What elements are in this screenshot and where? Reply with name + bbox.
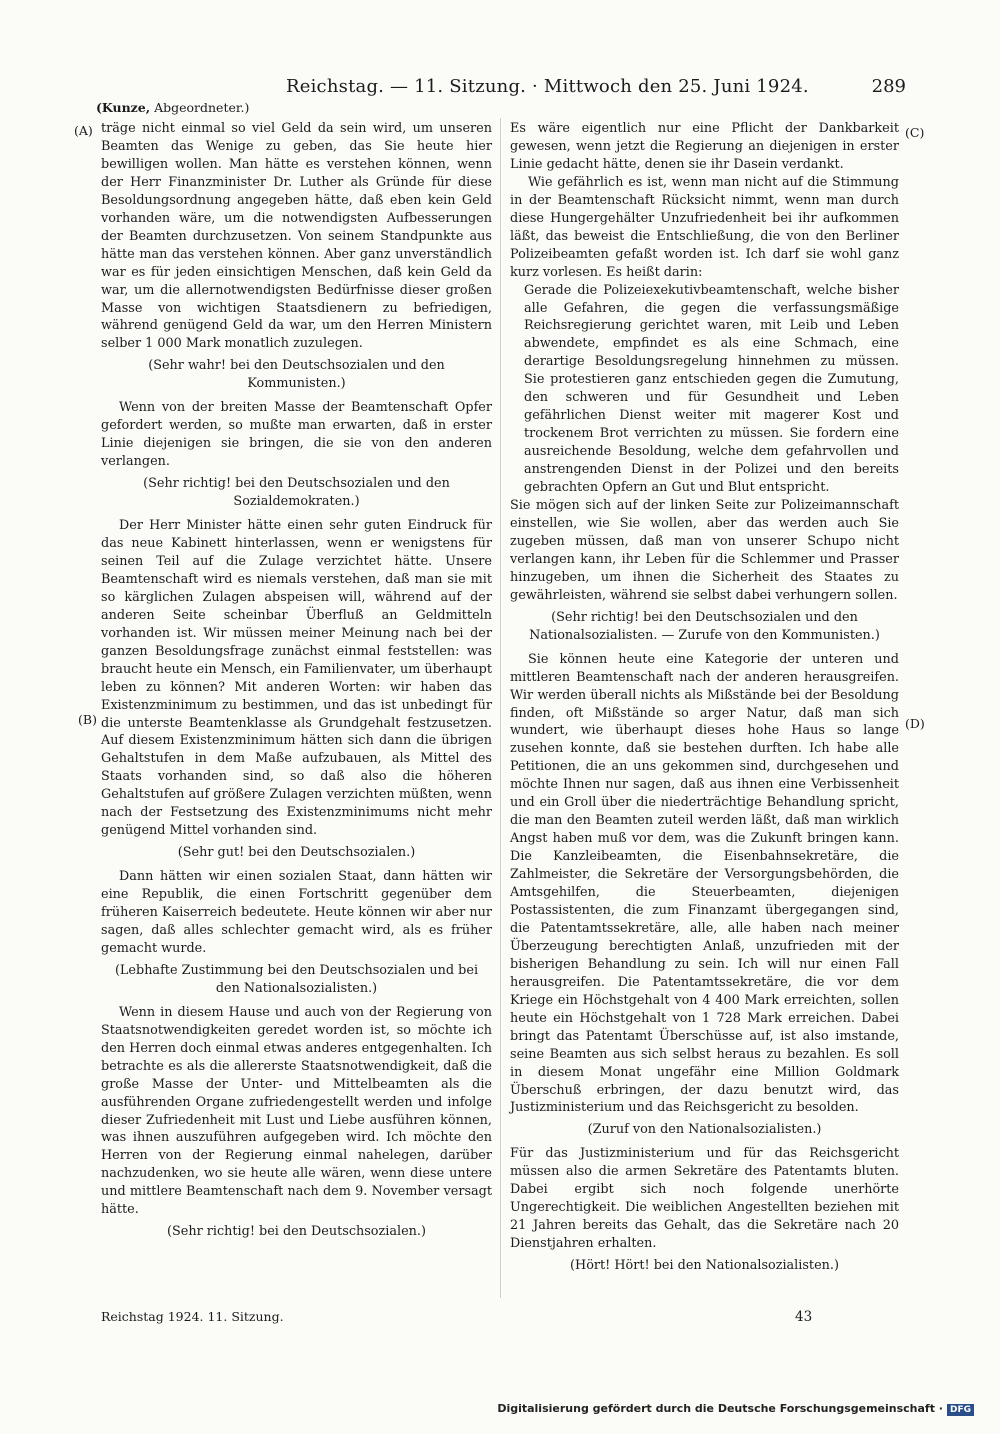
footer-sheet-number: 43	[795, 1309, 813, 1325]
paragraph: Sie können heute eine Kategorie der unteren und mittleren Beamtenschaft nach der anderen herausgreifen. Wir werden überall nichts als Mißstände bei der Besoldung finden, oft Mißstände so arger Natur, daß man sich wundert, wie überhaupt dieses hohe Haus so lange zusehen konnte, daß sie bestehen durften. Ich habe alle Petitionen, die an uns gekommen sind, durchgesehen und möchte Ihnen nur sagen, daß aus ihnen eine Verbissenheit und ein Groll über die niederträchtige Behandlung spricht, die man den Beamten zuteil werden läßt, daß man wirklich Angst haben muß vor dem, was die Zukunft bringen kann. Die Kanzleibeamten, die Eisenbahnsekretäre, die Zahlmeister, die Sekretäre der Versorgungsbehörden, die Amtsgehilfen, die Steuerbeamten, diejenigen Postassistenten, die zum Finanzamt übergegangen sind, die Patentamtssekretäre, alle, alle haben nach meiner Überzeugung berechtigten Anlaß, unzufrieden mit der bisherigen Behandlung zu sein. Ich will nur einen Fall herausgreifen. Die Patentamtssekretäre, die vor dem Kriege ein Höchstgehalt von 4 400 Mark erreichten, sollen heute ein Höchstgehalt von 1 728 Mark erreichen. Dabei bringt das Patentamt Überschüsse auf, ist also imstande, seine Beamten aus sich selbst heraus zu bezahlen. Es soll in diesem Monat ungefähr eine Million Goldmark Überschuß erbringen, der dazu benutzt wird, das Justizministerium und das Reichsgericht zu besolden.	[510, 651, 899, 1116]
interjection: (Sehr wahr! bei den Deutschsozialen und den Kommunisten.)	[148, 358, 445, 392]
paragraph: Dann hätten wir einen sozialen Staat, dann hätten wir eine Republik, die einen Fortschritt gegenüber dem früheren Kaiserreich bedeutete. Heute können wir aber nur sagen, daß alles schlechter gemacht wird, als es früher gemacht wurde.	[101, 869, 492, 956]
column-divider	[500, 118, 501, 1298]
page-number: 289	[871, 76, 906, 97]
paragraph: Wenn von der breiten Masse der Beamtenschaft Opfer gefordert werden, so mußte man erwarten, daß in erster Linie diejenigen sie bringen, die sie von den anderen verlangen.	[101, 400, 492, 470]
footer-session-reference: Reichstag 1924. 11. Sitzung.	[101, 1309, 284, 1324]
margin-marker-c: (C)	[905, 125, 925, 140]
quoted-resolution: Gerade die Polizeiexekutivbeamtenschaft, welche bisher alle Gefahren, die gegen die verfassungsmäßige Reichsregierung gerichtet waren, mit Leib und Leben abwendete, empfindet es als eine Schmach, eine derartige Besoldungsregelung hinnehmen zu müssen. Sie protestieren ganz entschieden gegen die Zumutung, den schweren und für Gesundheit und Leben gefährlichen Dienst weiter mit magerer Kost und trockenem Brot verrichten zu müssen. Sie fordern eine ausreichende Besoldung, welche dem gefahrvollen und anstrengenden Dienst in der Polizei und den bereits gebrachten Opfern an Gut und Blut entspricht.	[524, 282, 899, 496]
interjection: (Sehr richtig! bei den Deutschsozialen und den Sozialdemokraten.)	[143, 476, 450, 510]
paragraph: Der Herr Minister hätte einen sehr guten Eindruck für das neue Kabinett hinterlassen, wenn er wenigstens für seinen Teil auf die Zulage verzichtet hätte. Unsere Beamtenschaft wird es niemals verstehen, daß man sie mit so kärglichen Zulagen abspeisen will, während auf der anderen Seite scheinbar Überfluß an Geldmitteln vorhanden ist. Wir müssen meiner Meinung nach bei der ganzen Besoldungsfrage zunächst einmal feststellen: was braucht heute ein Mensch, ein Familienvater, um überhaupt leben zu können? Mit anderen Worten: wir haben das Existenzminimum zu bestimmen, und das ist unbedingt für die unterste Beamtenklasse als Grundgehalt festzusetzen. Auf diesem Existenzminimum hätten sich dann die übrigen Gehaltstufen in dem Maße aufzubauen, als Mittel des Staats vorhanden sind, so daß also die höheren Gehaltstufen auf größere Zulagen verzichten müßten, wenn nach der Festsetzung des Existenzminimums nicht mehr genügend Mittel vorhanden sind.	[101, 518, 492, 839]
paragraph: Wenn in diesem Hause und auch von der Regierung von Staatsnotwendigkeiten geredet worden ist, so möchte ich den Herren doch einmal etwas anderes entgegenhalten. Ich betrachte es als die allererste Staatsnotwendigkeit, daß die große Masse der Unter- und Mittelbeamten als die ausführenden Organe zufriedengestellt werden und infolge dieser Zufriedenheit mit Lust und Liebe ausführen können, was ihnen auszuführen aufgegeben wird. Ich möchte den Herren von der Regierung einmal nahelegen, darüber nachzudenken, wo sie heute alle wären, wenn diese untere und mittlere Beamtenschaft nach dem 9. November versagt hätte.	[101, 1004, 492, 1218]
right-column	[510, 120, 899, 1281]
left-column	[101, 120, 492, 1247]
margin-marker-a: (A)	[74, 123, 93, 138]
speaker-name: (Kunze,	[96, 100, 151, 115]
running-title: Reichstag. — 11. Sitzung. · Mittwoch den 25. Juni 1924.	[286, 76, 809, 97]
digitization-text: Digitalisierung gefördert durch die Deutsche Forschungsgemeinschaft ·	[497, 1402, 943, 1415]
paragraph: Für das Justizministerium und für das Reichsgericht müssen also die armen Sekretäre des Patentamts bluten. Dabei ergibt sich noch folgende unerhörte Ungerechtigkeit. Die weiblichen Angestellten beziehen mit 21 Jahren bereits das Gehalt, das die Sekretäre nach 20 Dienstjahren erhalten.	[510, 1146, 899, 1252]
interjection: (Sehr gut! bei den Deutschsozialen.)	[177, 845, 416, 861]
paragraph: Es wäre eigentlich nur eine Pflicht der Dankbarkeit gewesen, wenn jetzt die Regierung an diejenigen in erster Linie gedacht hätte, denen sie ihr Dasein verdankt.	[510, 121, 899, 172]
interjection: (Hört! Hört! bei den Nationalsozialisten.)	[570, 1258, 839, 1274]
dfg-logo: DFG	[947, 1404, 974, 1416]
interjection: (Lebhafte Zustimmung bei den Deutschsozialen und bei den Nationalsozialisten.)	[114, 962, 479, 996]
interjection: (Zuruf von den Nationalsozialisten.)	[587, 1122, 822, 1138]
margin-marker-b: (B)	[78, 712, 97, 727]
digitization-note	[497, 1402, 974, 1416]
paragraph: Wie gefährlich es ist, wenn man nicht auf die Stimmung in der Beamtenschaft Rücksicht nimmt, wenn man durch diese Hungergehälter Unzufriedenheit bei ihr aufkommen läßt, das beweist die Entschließung, die von den Berliner Polizeibeamten gefaßt worden ist. Ich darf sie wohl ganz kurz vorlesen. Es heißt darin:	[510, 174, 899, 280]
interjection: (Sehr richtig! bei den Deutschsozialen und den Nationalsozialisten. — Zurufe von den Kommunisten.)	[529, 609, 880, 643]
speaker-role: Abgeordneter.)	[154, 100, 250, 115]
paragraph: träge nicht einmal so viel Geld da sein wird, um unseren Beamten das Wenige zu geben, das Sie heute hier bewilligen wollen. Man hätte es verstehen können, wenn der Herr Finanzminister Dr. Luther als Gründe für diese Besoldungsordnung angegeben hätte, daß eben kein Geld vorhanden wäre, um die notwendigsten Aufbesserungen der Beamten durchzusetzen. Von seinem Standpunkte aus hätte man das verstehen können. Aber ganz unverständlich war es für jeden einsichtigen Menschen, daß kein Geld da war, um die allernotwendigsten Bedürfnisse dieser großen Masse von wichtigen Staatsdienern zu befriedigen, während genügend Geld da war, um den Herren Ministern selber 1 000 Mark monatlich zuzulegen.	[101, 121, 492, 352]
margin-marker-d: (D)	[905, 716, 925, 731]
paragraph: Sie mögen sich auf der linken Seite zur Polizeimannschaft einstellen, wie Sie wollen, aber das werden auch Sie zugeben müssen, daß man von unserer Schupo nicht verlangen kann, ihr Leben für die Schlemmer und Prasser hinzugeben, um ihnen die Sicherheit des Staates zu gewährleisten, während sie selbst dabei verhungern sollen.	[510, 498, 899, 603]
interjection: (Sehr richtig! bei den Deutschsozialen.)	[167, 1224, 426, 1240]
speaker-line	[96, 100, 249, 115]
page-header	[286, 76, 906, 104]
